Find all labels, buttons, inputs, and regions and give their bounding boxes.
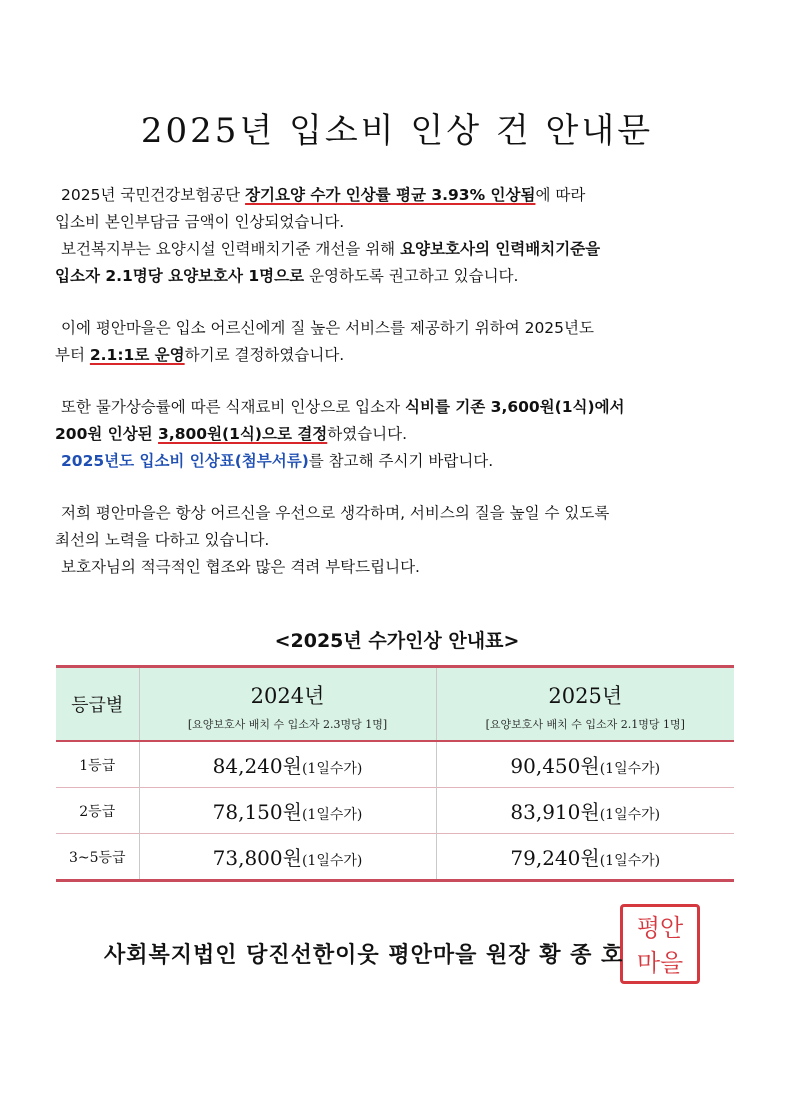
p4-text-a: 또한 물가상승률에 따른 식재료비 인상으로 입소자 — [61, 398, 405, 416]
fee-cell-2024 — [139, 788, 436, 834]
seal-glyphs: 평안 마을 — [636, 914, 684, 977]
grade-column-header: 등급별 — [56, 667, 139, 742]
p1-text-d: 입소비 본인부담금 금액이 인상되었습니다. — [55, 213, 345, 231]
p4-text-g: 를 참고해 주시기 바랍니다. — [308, 452, 494, 470]
p3-emphasis: 2.1:1로 운영 — [89, 346, 185, 364]
paragraph-3-cont — [55, 342, 745, 369]
fee-unit: (1일수가) — [301, 761, 363, 777]
fee-unit: (1일수가) — [599, 807, 661, 823]
fee-amount: 90,450원 — [510, 754, 600, 778]
p1-text-c: 에 따라 — [535, 186, 586, 204]
fee-unit: (1일수가) — [599, 853, 661, 869]
p3-text-d: 하기로 결정하였습니다. — [184, 346, 345, 364]
p2-text-d: 운영하도록 권고하고 있습니다. — [304, 267, 519, 285]
fee-cell-2025 — [436, 788, 734, 834]
p3-text-a: 이에 평안마을은 입소 어르신에게 질 높은 서비스를 제공하기 위하여 2025년도 — [61, 319, 594, 337]
p1-text-a: 2025년 국민건강보험공단 — [61, 186, 246, 204]
fee-cell-2024 — [139, 834, 436, 881]
fee-amount: 73,800원 — [212, 846, 302, 870]
staffing-note: [요양보호사 배치 수 입소자 2.3명당 1명] — [187, 718, 388, 731]
p5-text-b: 최선의 노력을 다하고 있습니다. — [55, 531, 270, 549]
year-label: 2024년 — [250, 684, 325, 708]
fee-table — [56, 665, 734, 882]
grade-cell: 2등급 — [79, 803, 116, 820]
paragraph-4-cont — [55, 421, 745, 448]
signature-line — [104, 938, 623, 969]
table-row — [56, 788, 734, 834]
p4-emphasis-1: 식비를 기존 3,600원(1식)에서 — [405, 398, 625, 416]
attachment-reference: 2025년도 입소비 인상표(첨부서류) — [61, 452, 309, 470]
table-title: <2025년 수가인상 안내표> — [274, 630, 520, 652]
grade-cell: 3~5등급 — [68, 849, 126, 866]
year-label: 2025년 — [548, 684, 623, 708]
p3-text-b: 부터 — [55, 346, 90, 364]
grade-cell: 1등급 — [79, 757, 116, 774]
document-title: 2025년 입소비 인상 건 안내문 — [140, 111, 654, 151]
notice-body — [55, 182, 745, 581]
paragraph-2-cont — [55, 263, 745, 290]
paragraph-1 — [55, 182, 745, 209]
paragraph-4-ref — [55, 448, 745, 475]
fee-cell-2025 — [436, 741, 734, 788]
fee-unit: (1일수가) — [599, 761, 661, 777]
table-header-row — [56, 667, 734, 742]
table-row — [56, 741, 734, 788]
fee-unit: (1일수가) — [301, 807, 363, 823]
p4-emphasis-2: 200원 인상된 — [55, 425, 159, 443]
fee-unit: (1일수가) — [301, 853, 363, 869]
p1-emphasis: 장기요양 수가 인상률 평균 3.93% 인상됨 — [245, 186, 536, 204]
fee-amount: 83,910원 — [510, 800, 600, 824]
p5-text-c: 보호자님의 적극적인 협조와 많은 격려 부탁드립니다. — [61, 558, 420, 576]
fee-amount: 84,240원 — [212, 754, 302, 778]
p4-emphasis-3: 3,800원(1식)으로 결정 — [158, 425, 328, 443]
organization-name: 사회복지법인 당진선한이웃 평안마을 원장 — [104, 943, 531, 968]
p2-text-a: 보건복지부는 요양시설 인력배치기준 개선을 위해 — [61, 240, 401, 258]
paragraph-2 — [55, 236, 745, 263]
p2-emphasis-1: 요양보호사의 인력배치기준을 — [400, 240, 601, 258]
fee-amount: 79,240원 — [510, 846, 600, 870]
fee-cell-2024 — [139, 741, 436, 788]
staffing-note: [요양보호사 배치 수 입소자 2.1명당 1명] — [485, 718, 685, 731]
p5-text-a: 저희 평안마을은 항상 어르신을 우선으로 생각하며, 서비스의 질을 높일 수 있도록 — [61, 504, 610, 522]
p2-emphasis-2: 입소자 2.1명당 요양보호사 1명으로 — [55, 267, 305, 285]
fee-cell-2025 — [436, 834, 734, 881]
director-name: 황 종 호 — [539, 943, 624, 968]
p4-text-e: 하였습니다. — [327, 425, 408, 443]
fee-amount: 78,150원 — [212, 800, 302, 824]
paragraph-4 — [55, 394, 745, 421]
year-2024-header — [139, 667, 436, 742]
official-seal-stamp — [620, 904, 700, 984]
year-2025-header — [436, 667, 734, 742]
table-row — [56, 834, 734, 881]
